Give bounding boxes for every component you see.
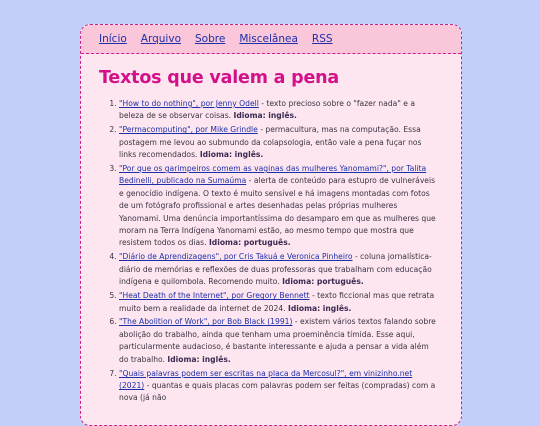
nav-link-rss[interactable]: RSS xyxy=(311,33,333,45)
language-label: Idioma: inglês. xyxy=(167,354,231,364)
list-item xyxy=(119,316,439,366)
list-item xyxy=(119,290,439,315)
nav-link-sobre[interactable]: Sobre xyxy=(195,33,226,45)
article-link[interactable]: "Heat Death of the Internet", por Gregory Bennett xyxy=(119,291,310,301)
language-label: Idioma: inglês. xyxy=(199,150,264,160)
item-description: - existem vários textos falando sobre abolição do trabalho, ainda que tenham uma proeminência tímida. Esse aqui, particularmente audacioso, é bastante interessante e ajuda a pensar a vida além do trabalho. xyxy=(119,317,436,364)
article-link[interactable]: "How to do nothing", por Jenny Odell xyxy=(119,99,259,108)
list-item xyxy=(119,98,439,123)
article-link[interactable]: "Permacomputing", por Mike Grindle xyxy=(119,125,258,135)
item-description: - alerta de conteúdo para estupro de vulneráveis e genocídio indígena. O texto é muito sensível e há imagens montadas com fotos de um fotógrafo profissional e artes desenhadas pelas próprias mulheres Yanomami. Uma denúncia importantíssima do desamparo em que as mulheres que moram na Terra Indígena Yanomami estão, ao mesmo tempo que mostra que resistem todos os dias. xyxy=(119,176,436,248)
article-link[interactable]: "Por que os garimpeiros comem as vaginas das mulheres Yanomami?", por Talita Bedinelli, publicado na Sumaúma xyxy=(119,164,427,186)
nav-link-inicio[interactable]: Início xyxy=(99,33,127,45)
list-item xyxy=(119,163,439,250)
item-description: - texto precioso sobre o "fazer nada" e a beleza de se observar coisas. xyxy=(119,99,415,121)
top-nav xyxy=(81,25,461,54)
nav-link-miscelanea[interactable]: Miscelânea xyxy=(239,33,298,45)
article-link[interactable]: "The Abolition of Work", por Bob Black (1991) xyxy=(119,317,293,327)
item-description: - coluna jornalística-diário de memórias e reflexões de duas professoras que trabalham com educação indígena e quilombola. Recomendo muito. xyxy=(119,252,432,287)
item-description: - texto ficcional mas que retrata muito bem a realidade da internet de 2024. xyxy=(119,291,435,313)
nav-link-arquivo[interactable]: Arquivo xyxy=(140,33,181,45)
content-window xyxy=(80,24,462,426)
language-label: Idioma: português. xyxy=(282,277,364,287)
language-label: Idioma: inglês. xyxy=(233,111,297,121)
item-description: - quantas e quais placas com palavras podem ser feitas (compradas) com a nova (já não xyxy=(119,380,436,403)
list-item xyxy=(119,251,439,288)
texts-list xyxy=(81,98,461,405)
list-item xyxy=(119,368,439,405)
language-label: Idioma: inglês. xyxy=(288,303,352,313)
article-link[interactable]: "Diário de Aprendizagens", por Cris Takuá e Veronica Pinheiro xyxy=(119,252,353,262)
item-description: - permacultura, mas na computação. Essa postagem me levou ao submundo da colapsologia, então vale a pena fuçar nos links recomendados. xyxy=(119,125,422,160)
list-item xyxy=(119,124,439,161)
article-link[interactable]: "Quais palavras podem ser escritas na placa da Mercosul?", em vinizinho.net (2021) xyxy=(119,368,413,390)
page-title: Textos que valem a pena xyxy=(99,68,339,88)
language-label: Idioma: português. xyxy=(208,238,291,248)
